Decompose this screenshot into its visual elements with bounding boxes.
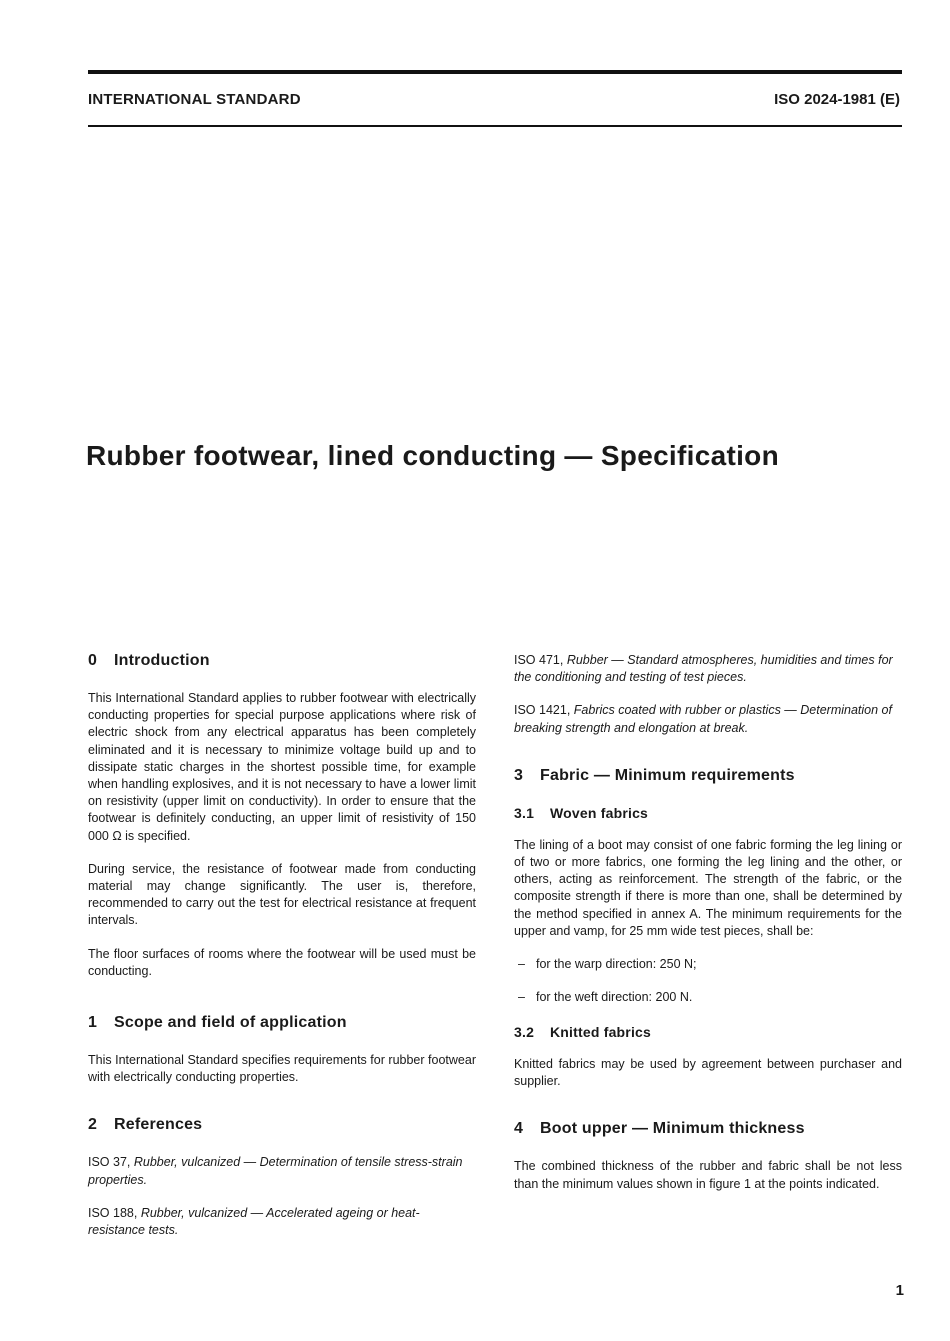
intro-paragraph-1: This International Standard applies to rubber footwear with electrically conducting properties for special purpose applications where risk of electric shock from any electrical apparatus has been completely eliminated and it is necessary to minimize voltage build up and to dissipate static charges in the shortest possible time, for example when handling explosives, and it is not necessary to have a lower limit on resistivity (upper limit on conductivity). In order to ensure that the footwear is definitely conducting, an upper limit of resistivity of 150 000 Ω is specified. [88, 691, 476, 843]
right-column [514, 652, 902, 1209]
reference-item [514, 702, 902, 736]
subsection-number: 3.1 [514, 804, 535, 821]
section-title: Boot upper — Minimum thickness [540, 1120, 805, 1138]
section-title: Fabric — Minimum requirements [540, 766, 795, 784]
reference-item [88, 1154, 476, 1188]
boot-upper-paragraph: The combined thickness of the rubber and fabric shall be not less than the minimum values shown in figure 1 at the points indicated. [514, 1159, 902, 1191]
woven-fabrics-paragraph: The lining of a boot may consist of one fabric forming the leg lining or of two or more fabrics, one forming the leg lining and the other, or others, acting as reinforcement. The strength of the fabric, or the composite strength if there is more than one, shall be determined by the method specified in annex A. The minimum requirements for the upper and vamp, for 25 mm wide test pieces, shall be: [514, 837, 902, 938]
subsection-number: 3.2 [514, 1024, 535, 1041]
section-number: 1 [88, 1014, 98, 1032]
intro-paragraph-3: The floor surfaces of rooms where the footwear will be used must be conducting. [88, 946, 476, 978]
left-column [88, 652, 476, 1255]
section-title: Introduction [114, 652, 210, 669]
header-standard-number: ISO 2024-1981 (E) [774, 91, 900, 108]
intro-paragraph-2: During service, the resistance of footwear made from conducting material may change significantly. The user is, therefore, recommended to carry out the test for electrical resistance at frequent intervals. [88, 861, 476, 928]
list-item: – for the warp direction: 250 N; [514, 956, 902, 973]
section-number: 4 [514, 1120, 524, 1138]
section-1-heading [88, 1014, 476, 1032]
section-number: 0 [88, 652, 98, 669]
subsection-title: Woven fabrics [550, 804, 649, 821]
subsection-title: Knitted fabrics [550, 1024, 652, 1041]
section-2-heading [88, 1116, 476, 1134]
section-0-heading [88, 652, 476, 670]
page-number: 1 [895, 1282, 904, 1299]
section-4-heading [514, 1120, 902, 1138]
section-number: 2 [88, 1116, 98, 1134]
list-item: – for the weft direction: 200 N. [514, 989, 902, 1006]
reference-title: Rubber, vulcanized — Determination of tensile stress-strain properties. [88, 1155, 463, 1187]
reference-item [88, 1205, 476, 1239]
section-title: References [114, 1116, 203, 1134]
reference-code: ISO 471, [514, 653, 564, 667]
reference-code: ISO 1421, [514, 703, 571, 718]
header-bottom-rule [88, 125, 902, 127]
reference-title: Rubber — Standard atmospheres, humidities and times for the conditioning and testing of test pieces. [514, 653, 893, 685]
requirement-list [514, 956, 902, 1006]
section-number: 3 [514, 766, 524, 784]
header-top-rule [88, 70, 902, 74]
subsection-3-1-heading [514, 805, 902, 821]
reference-code: ISO 37, [88, 1155, 131, 1170]
reference-item [514, 652, 902, 686]
reference-title: Fabrics coated with rubber or plastics — Determination of breaking strength and elongation at break. [514, 703, 892, 735]
section-title: Scope and field of application [114, 1014, 347, 1032]
subsection-3-2-heading [514, 1024, 902, 1040]
section-3-heading [514, 767, 902, 785]
scope-paragraph: This International Standard specifies requirements for rubber footwear with electrically conducting properties. [88, 1053, 476, 1085]
reference-code: ISO 188, [88, 1205, 138, 1220]
knitted-fabrics-paragraph: Knitted fabrics may be used by agreement between purchaser and supplier. [514, 1057, 902, 1089]
reference-title: Rubber, vulcanized — Accelerated ageing or heat-resistance tests. [88, 1205, 420, 1238]
document-title: Rubber footwear, lined conducting — Specification [86, 440, 779, 471]
header-document-type: INTERNATIONAL STANDARD [88, 91, 301, 108]
